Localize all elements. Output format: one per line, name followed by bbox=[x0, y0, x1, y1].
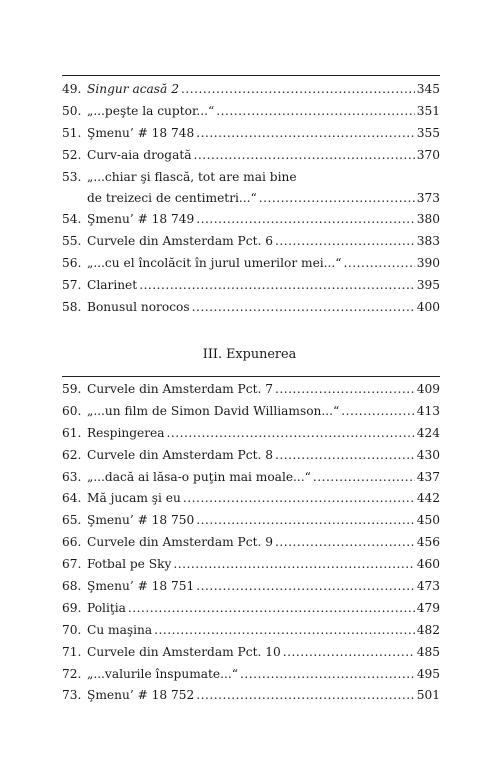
toc-entry-title: „...cu el încolăcit în jurul umerilor mei...“ bbox=[87, 256, 342, 271]
toc-entry-page-number: 345 bbox=[416, 82, 440, 96]
toc-entry bbox=[62, 212, 440, 227]
toc-entry-number: 59. bbox=[62, 382, 82, 396]
toc-entry-page-number: 370 bbox=[416, 147, 440, 162]
toc-entry-number: 58. bbox=[62, 300, 82, 315]
toc-entry bbox=[62, 404, 440, 419]
toc-entry-line-1 bbox=[62, 170, 440, 185]
section-heading: III. Expunerea bbox=[202, 347, 297, 362]
toc-entry-page-number: 501 bbox=[416, 688, 440, 703]
toc-entry-title: „...un film de Simon David Williamson...“ bbox=[87, 403, 340, 418]
toc-entry bbox=[62, 126, 440, 141]
toc-entry-number: 61. bbox=[62, 425, 82, 440]
table-of-contents-part-2 bbox=[62, 382, 440, 710]
toc-entry-page-number: 485 bbox=[416, 644, 440, 659]
dot-leader bbox=[154, 623, 415, 638]
toc-entry-number: 66. bbox=[62, 535, 82, 550]
dot-leader bbox=[344, 256, 415, 271]
toc-entry-title: Curvele din Amsterdam Pct. 9 bbox=[87, 535, 273, 550]
toc-entry-number: 50. bbox=[62, 103, 82, 118]
toc-entry bbox=[62, 278, 440, 293]
toc-entry bbox=[62, 256, 440, 271]
toc-entry bbox=[62, 82, 440, 97]
toc-entry bbox=[62, 645, 440, 660]
dot-leader bbox=[167, 426, 415, 441]
toc-entry-number: 57. bbox=[62, 278, 82, 293]
toc-entry-number: 63. bbox=[62, 469, 82, 484]
toc-entry-number: 49. bbox=[62, 82, 82, 96]
toc-entry-number: 67. bbox=[62, 557, 82, 572]
toc-entry-title: „...chiar şi flască, tot are mai bine bbox=[87, 169, 297, 184]
toc-entry-number: 51. bbox=[62, 125, 82, 140]
toc-entry-title: Şmenu’ # 18 749 bbox=[87, 212, 195, 227]
toc-entry bbox=[62, 470, 440, 485]
dot-leader bbox=[275, 448, 415, 463]
dot-leader bbox=[313, 470, 415, 485]
toc-entry-number: 55. bbox=[62, 234, 82, 249]
dot-leader bbox=[128, 601, 415, 616]
toc-entry-title: Şmenu’ # 18 751 bbox=[87, 579, 195, 594]
toc-entry-number: 69. bbox=[62, 600, 82, 615]
toc-entry-page-number: 430 bbox=[416, 447, 440, 462]
toc-entry-page-number: 456 bbox=[416, 535, 440, 550]
dot-leader bbox=[196, 212, 414, 227]
toc-entry-number: 53. bbox=[62, 169, 82, 184]
section-divider-top bbox=[62, 75, 440, 76]
toc-entry-title: Cu maşina bbox=[87, 622, 153, 637]
toc-entry-title: Curvele din Amsterdam Pct. 7 bbox=[87, 382, 273, 396]
table-of-contents-part-1 bbox=[62, 82, 440, 322]
toc-entry-title-continued: de treizeci de centimetri...“ bbox=[87, 190, 257, 205]
dot-leader bbox=[283, 645, 415, 660]
dot-leader bbox=[196, 126, 414, 141]
toc-entry-page-number: 413 bbox=[416, 403, 440, 418]
dot-leader bbox=[240, 667, 415, 682]
toc-entry-title: Curvele din Amsterdam Pct. 10 bbox=[87, 644, 281, 659]
dot-leader bbox=[275, 234, 415, 249]
toc-entry bbox=[62, 382, 440, 397]
dot-leader bbox=[196, 688, 414, 703]
toc-entry-page-number: 473 bbox=[416, 579, 440, 594]
toc-entry-page-number: 450 bbox=[416, 513, 440, 528]
dot-leader bbox=[183, 491, 415, 506]
toc-entry-page-number: 400 bbox=[416, 300, 440, 315]
toc-entry bbox=[62, 688, 440, 703]
toc-entry-number: 54. bbox=[62, 212, 82, 227]
toc-entry bbox=[62, 491, 440, 506]
toc-entry-title: Poliţia bbox=[87, 600, 126, 615]
toc-entry-title: Curvele din Amsterdam Pct. 6 bbox=[87, 234, 273, 249]
toc-entry bbox=[62, 300, 440, 315]
toc-entry bbox=[62, 623, 440, 638]
toc-entry bbox=[62, 513, 440, 528]
toc-entry-page-number: 437 bbox=[416, 469, 440, 484]
toc-entry-title: „...dacă ai lăsa-o puţin mai moale...“ bbox=[87, 469, 311, 484]
dot-leader bbox=[192, 300, 415, 315]
toc-entry-page-number: 351 bbox=[416, 103, 440, 118]
toc-entry-title: Curv-aia drogată bbox=[87, 147, 192, 162]
dot-leader bbox=[196, 579, 414, 594]
toc-entry-number: 64. bbox=[62, 491, 82, 506]
toc-entry-page-number: 390 bbox=[416, 256, 440, 271]
toc-entry bbox=[62, 601, 440, 616]
toc-entry-page-number: 479 bbox=[416, 600, 440, 615]
toc-entry-title: Şmenu’ # 18 750 bbox=[87, 513, 195, 528]
toc-entry-number: 71. bbox=[62, 644, 82, 659]
toc-entry-title: Singur acasă 2 bbox=[87, 82, 179, 96]
toc-entry-page-number: 495 bbox=[416, 666, 440, 681]
toc-entry-title: Mă jucam şi eu bbox=[87, 491, 181, 506]
toc-entry bbox=[62, 104, 440, 119]
toc-entry-page-number: 460 bbox=[416, 557, 440, 572]
toc-entry-page-number: 424 bbox=[416, 425, 440, 440]
toc-entry-title: „...valurile înspumate...“ bbox=[87, 666, 238, 681]
toc-entry-number: 68. bbox=[62, 579, 82, 594]
toc-entry bbox=[62, 426, 440, 441]
toc-entry-title: Respingerea bbox=[87, 425, 165, 440]
toc-entry bbox=[62, 170, 440, 206]
toc-entry-title: Şmenu’ # 18 748 bbox=[87, 125, 195, 140]
dot-leader bbox=[275, 535, 415, 550]
section-divider-bottom bbox=[62, 376, 440, 377]
toc-entry-number: 52. bbox=[62, 147, 82, 162]
toc-entry-number: 70. bbox=[62, 622, 82, 637]
toc-entry bbox=[62, 579, 440, 594]
dot-leader bbox=[181, 82, 415, 97]
toc-entry-page-number: 380 bbox=[416, 212, 440, 227]
toc-entry-number: 60. bbox=[62, 403, 82, 418]
toc-entry-page-number: 482 bbox=[416, 622, 440, 637]
toc-entry-title: Fotbal pe Sky bbox=[87, 557, 172, 572]
toc-entry bbox=[62, 148, 440, 163]
dot-leader bbox=[194, 148, 415, 163]
dot-leader bbox=[275, 382, 415, 397]
toc-entry-page-number: 355 bbox=[416, 125, 440, 140]
toc-entry-line-2 bbox=[62, 191, 440, 206]
toc-entry-page-number: 409 bbox=[416, 382, 440, 396]
toc-entry bbox=[62, 448, 440, 463]
toc-entry-number: 56. bbox=[62, 256, 82, 271]
toc-entry-title: Curvele din Amsterdam Pct. 8 bbox=[87, 447, 273, 462]
toc-entry bbox=[62, 234, 440, 249]
toc-entry-title: „...peşte la cuptor...“ bbox=[87, 103, 215, 118]
toc-entry-page-number: 373 bbox=[416, 190, 440, 205]
toc-entry-title: Bonusul norocos bbox=[87, 300, 190, 315]
toc-entry-number: 73. bbox=[62, 688, 82, 703]
toc-entry-page-number: 395 bbox=[416, 278, 440, 293]
toc-entry-number: 72. bbox=[62, 666, 82, 681]
dot-leader bbox=[216, 104, 414, 119]
dot-leader bbox=[139, 278, 415, 293]
toc-entry bbox=[62, 667, 440, 682]
toc-entry-page-number: 442 bbox=[416, 491, 440, 506]
toc-entry-page-number: 383 bbox=[416, 234, 440, 249]
dot-leader bbox=[341, 404, 414, 419]
toc-entry-number: 65. bbox=[62, 513, 82, 528]
dot-leader bbox=[196, 513, 414, 528]
toc-entry-number: 62. bbox=[62, 447, 82, 462]
toc-entry bbox=[62, 535, 440, 550]
dot-leader bbox=[173, 557, 414, 572]
toc-entry-title: Clarinet bbox=[87, 278, 138, 293]
toc-entry-title: Şmenu’ # 18 752 bbox=[87, 688, 195, 703]
toc-entry bbox=[62, 557, 440, 572]
dot-leader bbox=[259, 191, 415, 206]
